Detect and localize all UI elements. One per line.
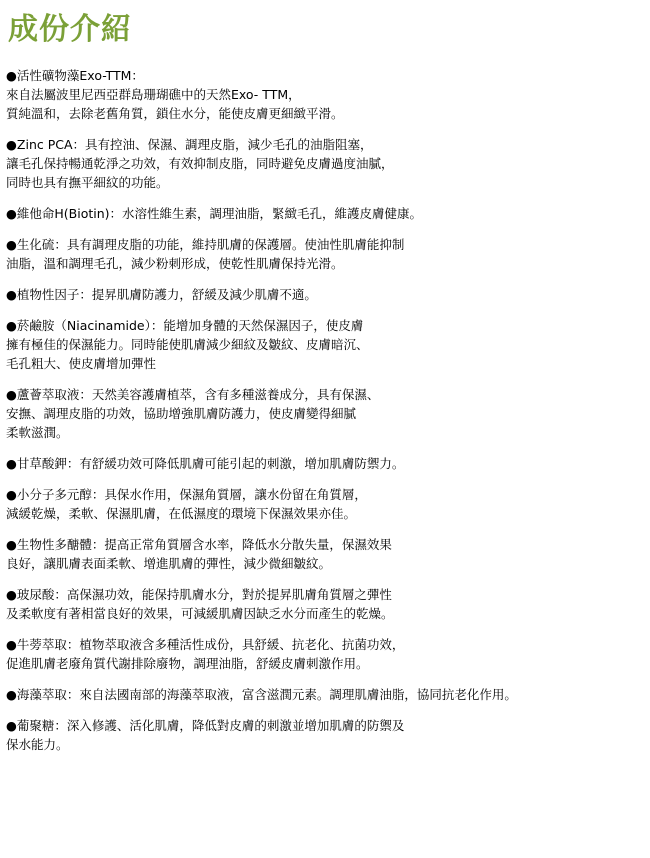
- ingredient-heading-line: ●活性礦物藻Exo-TTM：: [6, 68, 144, 83]
- ingredient-description-line: 減緩乾燥，柔軟、保濕肌膚，在低濕度的環境下保濕效果亦佳。: [6, 506, 357, 521]
- ingredient-heading-line: ●葡聚糖：深入修護、活化肌膚，降低對皮膚的刺激並增加肌膚的防禦及: [6, 718, 405, 733]
- ingredient-heading-line: ●維他命H(Biotin)：水溶性維生素，調理油脂，緊緻毛孔，維護皮膚健康。: [6, 206, 423, 221]
- ingredient-item: [6, 316, 646, 373]
- ingredient-item: [6, 635, 646, 673]
- ingredient-description-line: 保水能力。: [6, 737, 69, 752]
- ingredient-description-line: 良好，讓肌膚表面柔軟、增進肌膚的彈性，減少微細皺紋。: [6, 556, 332, 571]
- ingredient-item: [6, 716, 646, 754]
- ingredient-description-line: 讓毛孔保持暢通乾淨之功效，有效抑制皮脂，同時避免皮膚過度油膩，: [6, 156, 394, 171]
- page-title: 成份介紹: [8, 12, 132, 47]
- ingredient-heading-line: ●甘草酸鉀：有舒緩功效可降低肌膚可能引起的刺激，增加肌膚防禦力。: [6, 456, 405, 471]
- ingredient-item: [6, 285, 646, 304]
- ingredient-description-line: 質純溫和，去除老舊角質，鎖住水分，能使皮膚更細緻平滑。: [6, 106, 344, 121]
- ingredient-heading-line: ●生物性多醣體：提高正常角質層含水率，降低水分散失量，保濕效果: [6, 537, 392, 552]
- ingredient-item: [6, 685, 646, 704]
- ingredient-heading-line: ●海藻萃取：來自法國南部的海藻萃取液，富含滋潤元素。調理肌膚油脂，協同抗老化作用。: [6, 687, 517, 702]
- ingredient-item: [6, 585, 646, 623]
- ingredient-item: [6, 204, 646, 223]
- ingredient-item: [6, 235, 646, 273]
- ingredient-heading-line: ●牛蒡萃取：植物萃取液含多種活性成份，具舒緩、抗老化、抗菌功效，: [6, 637, 405, 652]
- ingredient-heading-line: ●玻尿酸：高保濕功效，能保持肌膚水分，對於提昇肌膚角質層之彈性: [6, 587, 392, 602]
- ingredient-item: [6, 385, 646, 442]
- ingredient-heading-line: ●Zinc PCA：具有控油、保濕、調理皮脂，減少毛孔的油脂阻塞，: [6, 137, 373, 152]
- ingredient-item: [6, 454, 646, 473]
- ingredient-description-line: 油脂，溫和調理毛孔，減少粉刺形成，使乾性肌膚保持光滑。: [6, 256, 344, 271]
- ingredient-description-line: 及柔軟度有著相當良好的效果，可減緩肌膚因缺乏水分而產生的乾燥。: [6, 606, 394, 621]
- ingredient-heading-line: ●菸鹼胺（Niacinamide）：能增加身體的天然保濕因子，使皮膚: [6, 318, 364, 333]
- ingredient-heading-line: ●蘆薈萃取液：天然美容護膚植萃，含有多種滋養成分，具有保濕、: [6, 387, 380, 402]
- ingredient-item: [6, 66, 646, 123]
- ingredient-heading-line: ●小分子多元醇：具保水作用，保濕角質層，讓水份留在角質層，: [6, 487, 367, 502]
- ingredient-heading-line: ●生化硫：具有調理皮脂的功能，維持肌膚的保護層。使油性肌膚能抑制: [6, 237, 405, 252]
- ingredient-description-line: 擁有極佳的保濕能力。同時能使肌膚減少細紋及皺紋、皮膚暗沉、: [6, 337, 369, 352]
- ingredient-description-line: 來自法屬波里尼西亞群島珊瑚礁中的天然Exo- TTM，: [6, 87, 301, 102]
- ingredient-description-line: 安撫、調理皮脂的功效，協助增強肌膚防護力，使皮膚變得細膩: [6, 406, 357, 421]
- ingredient-item: [6, 135, 646, 192]
- ingredient-item: [6, 485, 646, 523]
- ingredient-list: [6, 66, 646, 766]
- ingredient-description-line: 同時也具有撫平細紋的功能。: [6, 175, 169, 190]
- ingredient-description-line: 毛孔粗大、使皮膚增加彈性: [6, 356, 157, 371]
- ingredient-description-line: 柔軟滋潤。: [6, 425, 69, 440]
- ingredient-description-line: 促進肌膚老廢角質代謝排除廢物，調理油脂，舒緩皮膚刺激作用。: [6, 656, 369, 671]
- ingredient-item: [6, 535, 646, 573]
- ingredient-heading-line: ●植物性因子：提昇肌膚防護力，舒緩及減少肌膚不適。: [6, 287, 317, 302]
